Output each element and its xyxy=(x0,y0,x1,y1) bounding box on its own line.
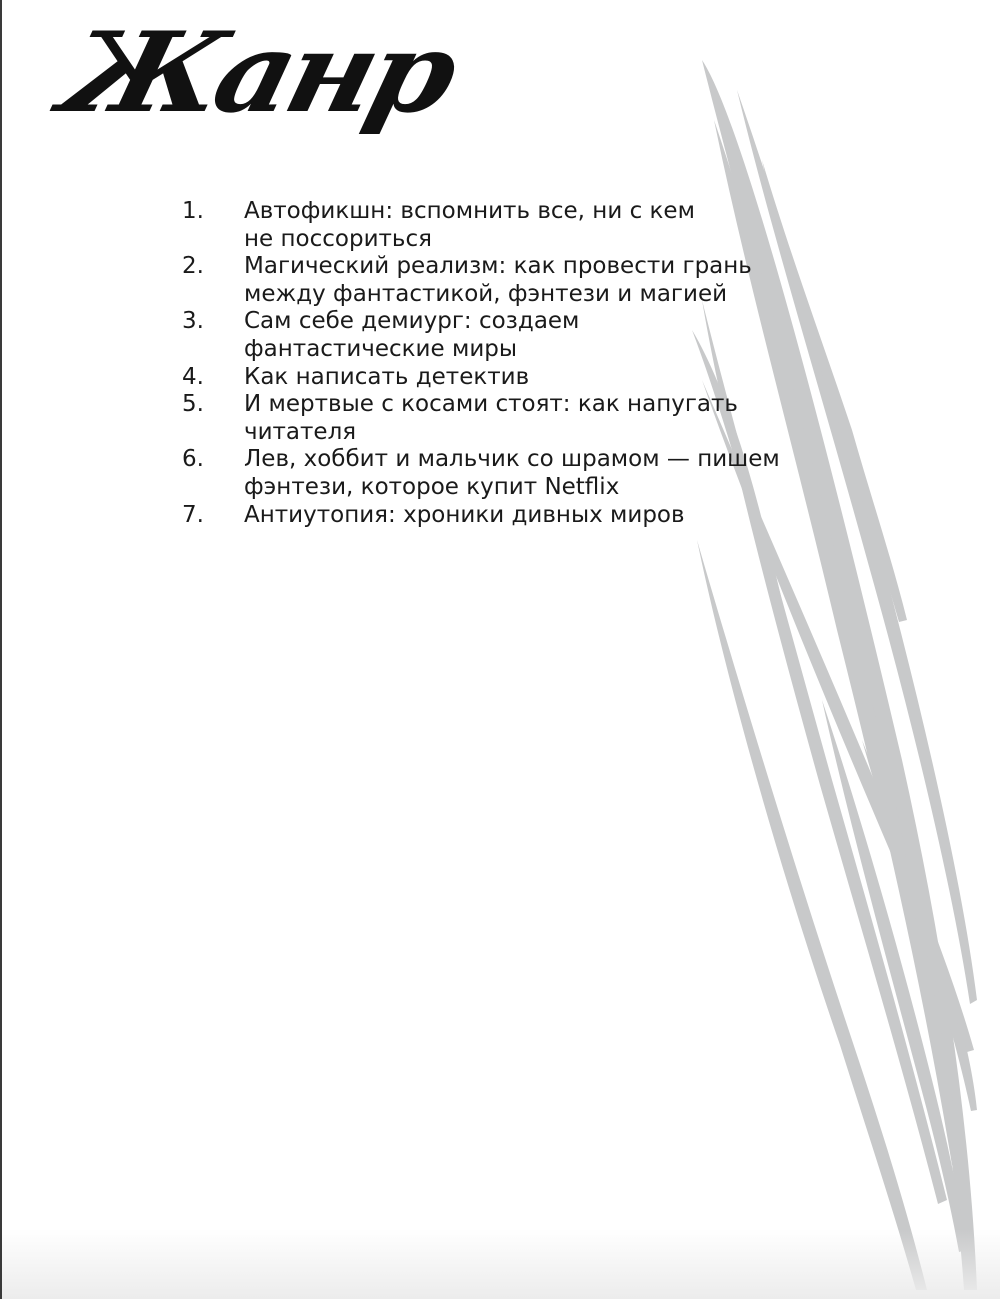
item-number: 1. xyxy=(182,198,204,224)
list-item xyxy=(182,253,822,308)
list-item xyxy=(182,364,822,392)
table-of-contents xyxy=(182,198,822,529)
item-number: 5. xyxy=(182,391,204,418)
item-text xyxy=(244,364,822,392)
list-item xyxy=(182,391,822,446)
item-line: Сам себе демиург: создаем xyxy=(244,308,580,335)
item-text xyxy=(244,502,822,530)
item-number: 6. xyxy=(182,446,204,473)
list-item xyxy=(182,198,822,253)
item-line: Автофикшн: вспомнить все, ни с кем xyxy=(244,198,695,224)
item-text xyxy=(244,198,822,253)
item-line: фантастические миры xyxy=(244,335,518,362)
item-line: И мертвые с косами стоят: как напугать xyxy=(244,391,738,418)
item-text xyxy=(244,308,822,363)
bottom-shadow xyxy=(2,1229,1000,1299)
item-line: читателя xyxy=(244,418,357,445)
item-line: Лев, хоббит и мальчик со шрамом — пишем xyxy=(244,446,780,473)
decorative-brush-strokes xyxy=(2,0,1000,1299)
item-number: 7. xyxy=(182,501,204,528)
item-line: между фантастикой, фэнтези и магией xyxy=(244,280,728,307)
list-item xyxy=(182,502,822,530)
item-text xyxy=(244,391,822,446)
item-line: не поссориться xyxy=(244,225,432,252)
list-item xyxy=(182,446,822,501)
list-item xyxy=(182,308,822,363)
item-line: Антиутопия: хроники дивных миров xyxy=(244,501,685,528)
item-text xyxy=(244,446,822,501)
item-number: 3. xyxy=(182,308,204,335)
item-text xyxy=(244,253,822,308)
item-number: 4. xyxy=(182,363,204,390)
page-title: Жанр xyxy=(50,7,466,138)
item-number: 2. xyxy=(182,253,204,280)
item-line: Магический реализм: как провести грань xyxy=(244,253,752,280)
item-line: фэнтези, которое купит Netflix xyxy=(244,473,620,500)
item-line: Как написать детектив xyxy=(244,363,530,390)
